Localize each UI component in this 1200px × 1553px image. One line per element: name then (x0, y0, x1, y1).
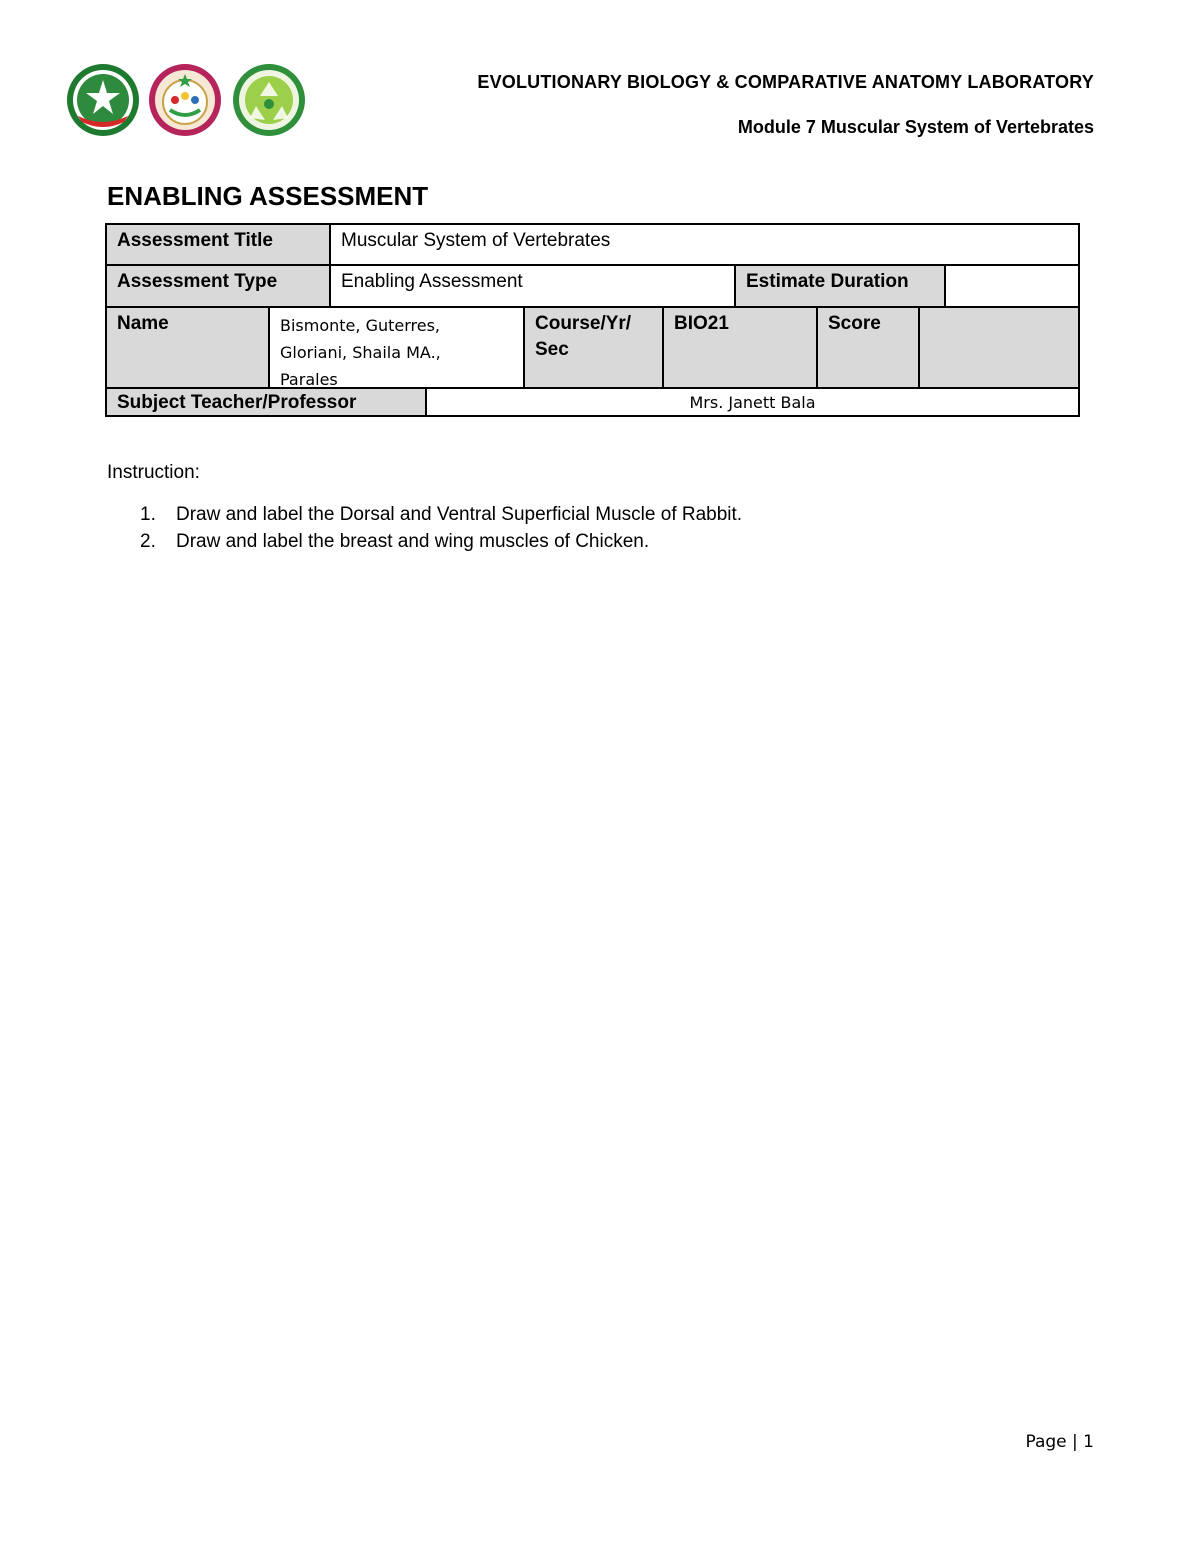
department-seal-logo (232, 62, 306, 138)
name-value-line: Bismonte, Guterres, (280, 316, 441, 335)
name-value (270, 308, 525, 387)
document-title: ENABLING ASSESSMENT (107, 181, 429, 211)
course-label-line: Sec (535, 339, 569, 360)
estimate-duration-value (946, 266, 1078, 306)
list-item (140, 531, 742, 558)
estimate-duration-label: Estimate Duration (736, 266, 946, 306)
teacher-row (105, 387, 1080, 417)
assessment-type-row (105, 264, 1080, 308)
name-label: Name (107, 308, 270, 387)
assessment-title-label: Assessment Title (107, 225, 331, 264)
page-number: Page | 1 (1025, 1432, 1094, 1452)
assessment-type-label: Assessment Type (107, 266, 331, 306)
score-value (920, 308, 1078, 387)
university-seal-logo (66, 62, 140, 138)
name-value-line: Gloriani, Shaila MA., (280, 343, 441, 362)
score-label: Score (818, 308, 920, 387)
list-item-text: Draw and label the breast and wing muscles of Chicken. (176, 531, 650, 552)
assessment-title-value: Muscular System of Vertebrates (331, 225, 1078, 264)
instruction-heading: Instruction: (107, 462, 200, 483)
name-value-line: Parales (280, 370, 338, 387)
module-title: Module 7 Muscular System of Vertebrates (737, 117, 1094, 137)
list-item-number: 2. (140, 531, 156, 552)
name-row (105, 306, 1080, 389)
assessment-type-value: Enabling Assessment (331, 266, 736, 306)
list-item-text: Draw and label the Dorsal and Ventral Superficial Muscle of Rabbit. (176, 504, 743, 525)
assessment-title-row (105, 223, 1080, 266)
list-item (140, 504, 742, 531)
teacher-value: Mrs. Janett Bala (427, 389, 1078, 415)
teacher-label: Subject Teacher/Professor (107, 389, 427, 415)
instruction-list (140, 504, 742, 558)
college-seal-logo (148, 62, 222, 138)
course-label-line: Course/Yr/ (535, 313, 632, 334)
course-label (525, 308, 664, 387)
list-item-number: 1. (140, 504, 156, 525)
course-value: BIO21 (664, 308, 818, 387)
lab-title: EVOLUTIONARY BIOLOGY & COMPARATIVE ANATOMY LABORATORY (477, 72, 1094, 92)
